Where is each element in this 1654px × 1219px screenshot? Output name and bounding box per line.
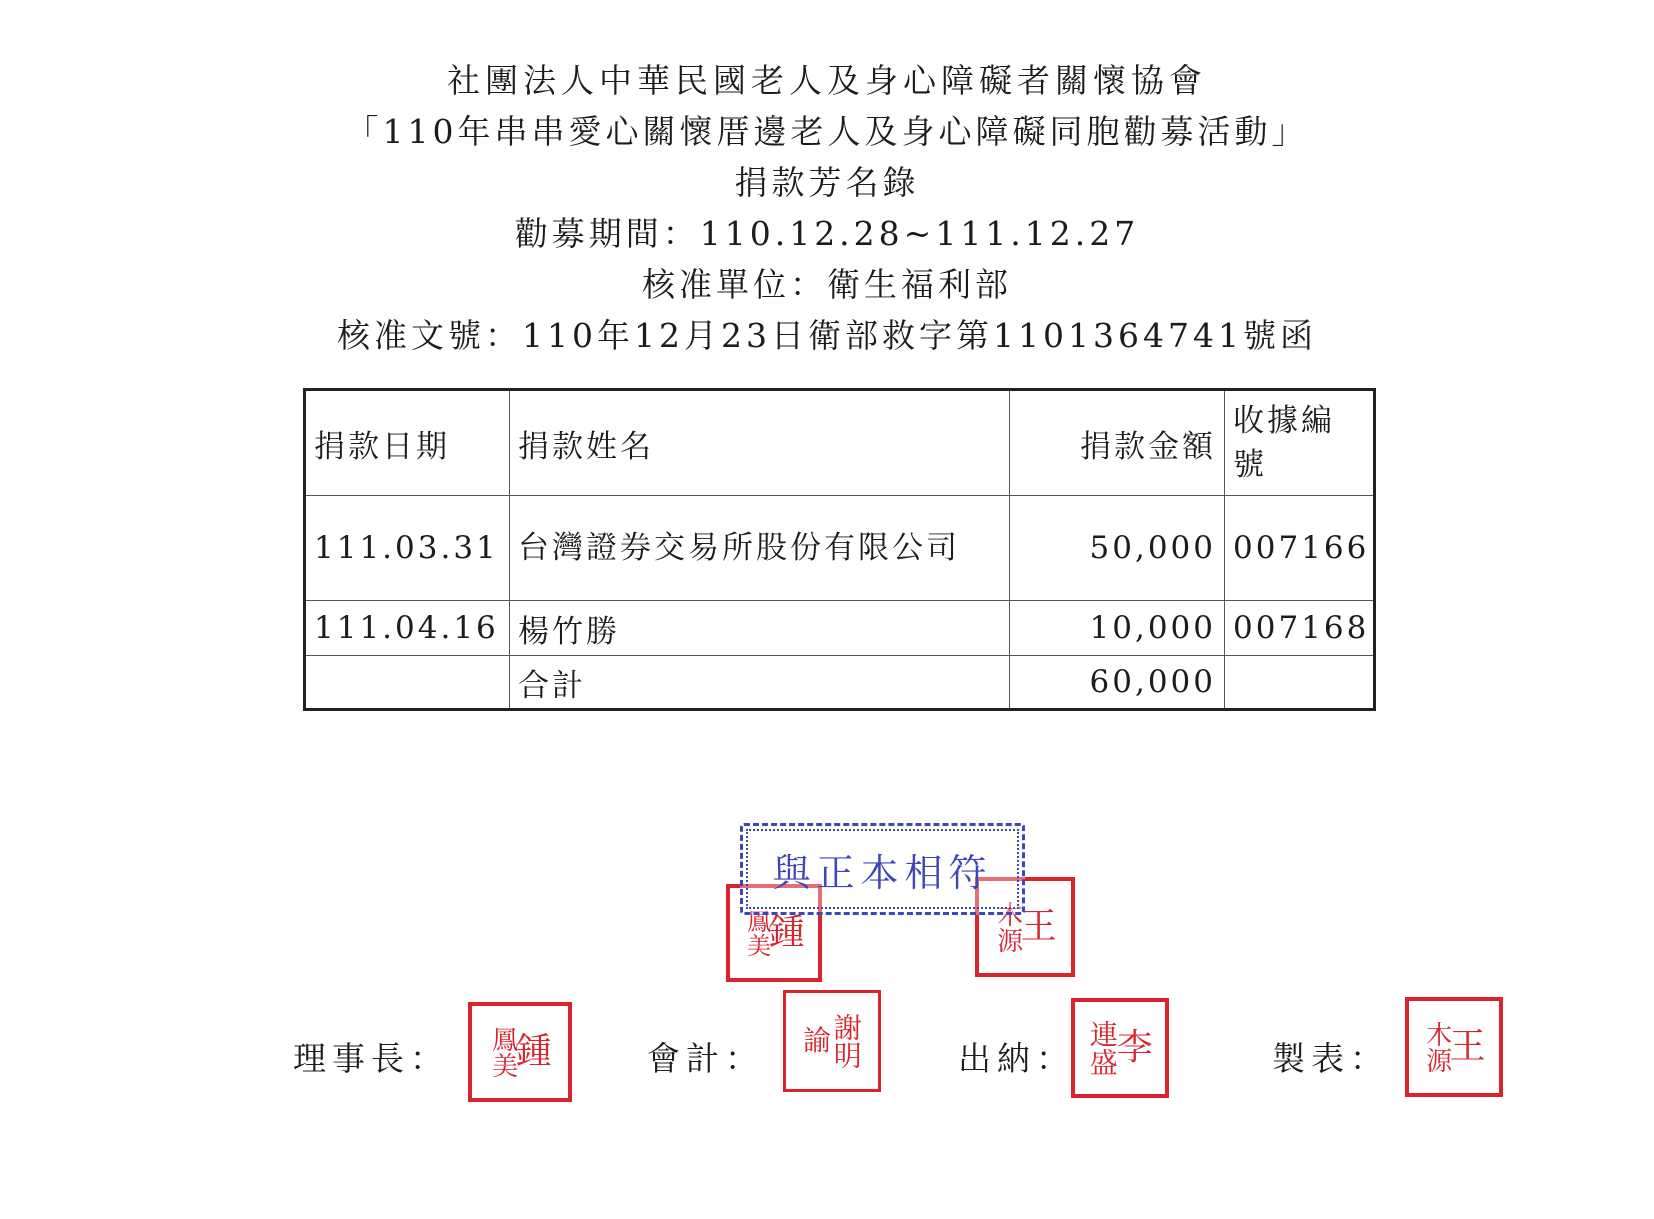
seal-char: 李 xyxy=(1116,1027,1153,1069)
seal-char: 鳳美 xyxy=(742,909,771,957)
seal-char: 木源 xyxy=(992,901,1023,953)
table-row xyxy=(305,601,1375,656)
seal-char: 鳳美 xyxy=(487,1026,518,1078)
receipt-number: 007168 xyxy=(1225,601,1375,656)
accountant-seal xyxy=(783,990,881,1092)
seal-char: 諭 xyxy=(803,1024,832,1058)
preparer-label: 製表： xyxy=(1272,1039,1389,1078)
seal-char: 木源 xyxy=(1421,1021,1452,1073)
total-amount: 60,000 xyxy=(1010,656,1225,710)
chairman-label: 理事長： xyxy=(293,1039,449,1078)
cashier-label: 出納： xyxy=(958,1039,1075,1078)
chairman-seal xyxy=(468,1002,572,1102)
fundraising-period: 勸募期間：110.12.28~111.12.27 xyxy=(514,214,1140,253)
column-header-receipt: 收據編號 xyxy=(1225,390,1375,496)
campaign-title: 「110年串串愛心關懷厝邊老人及身心障礙同胞勸募活動」 xyxy=(345,112,1309,151)
donation-table xyxy=(303,388,1376,711)
approving-unit: 核准單位：衛生福利部 xyxy=(642,265,1012,304)
receipt-number: 007166 xyxy=(1225,496,1375,601)
column-header-name: 捐款姓名 xyxy=(510,390,1010,496)
seal-char: 謝明 xyxy=(829,1013,863,1069)
cashier-seal xyxy=(1071,998,1169,1098)
seal-char: 鍾 xyxy=(515,1031,552,1073)
seal-char: 王 xyxy=(1020,906,1057,948)
column-header-date: 捐款日期 xyxy=(305,390,510,496)
column-header-amount: 捐款金額 xyxy=(1010,390,1225,496)
total-label: 合計 xyxy=(510,656,1010,710)
total-date-cell xyxy=(305,656,510,710)
donation-date: 111.03.31 xyxy=(305,496,510,601)
seal-char: 連盛 xyxy=(1085,1020,1119,1076)
donation-date: 111.04.16 xyxy=(305,601,510,656)
preparer-seal xyxy=(1405,997,1503,1097)
approval-reference: 核准文號：110年12月23日衛部救字第1101364741號函 xyxy=(337,316,1317,355)
document-title: 捐款芳名錄 xyxy=(734,163,920,202)
seal-char: 鍾 xyxy=(768,912,805,954)
total-receipt-cell xyxy=(1225,656,1375,710)
total-row xyxy=(305,656,1375,710)
seal-char: 王 xyxy=(1449,1026,1486,1068)
accountant-label: 會計： xyxy=(647,1039,764,1078)
donation-amount: 50,000 xyxy=(1010,496,1225,601)
table-header-row xyxy=(305,390,1375,496)
donor-name: 楊竹勝 xyxy=(510,601,1010,656)
organization-name: 社團法人中華民國老人及身心障礙者關懷協會 xyxy=(447,61,1207,100)
donation-amount: 10,000 xyxy=(1010,601,1225,656)
document-header xyxy=(0,55,1654,361)
certified-true-copy-stamp: 與正本相符 xyxy=(740,823,1025,915)
table-row xyxy=(305,496,1375,601)
donor-name: 台灣證券交易所股份有限公司 xyxy=(510,496,1010,601)
